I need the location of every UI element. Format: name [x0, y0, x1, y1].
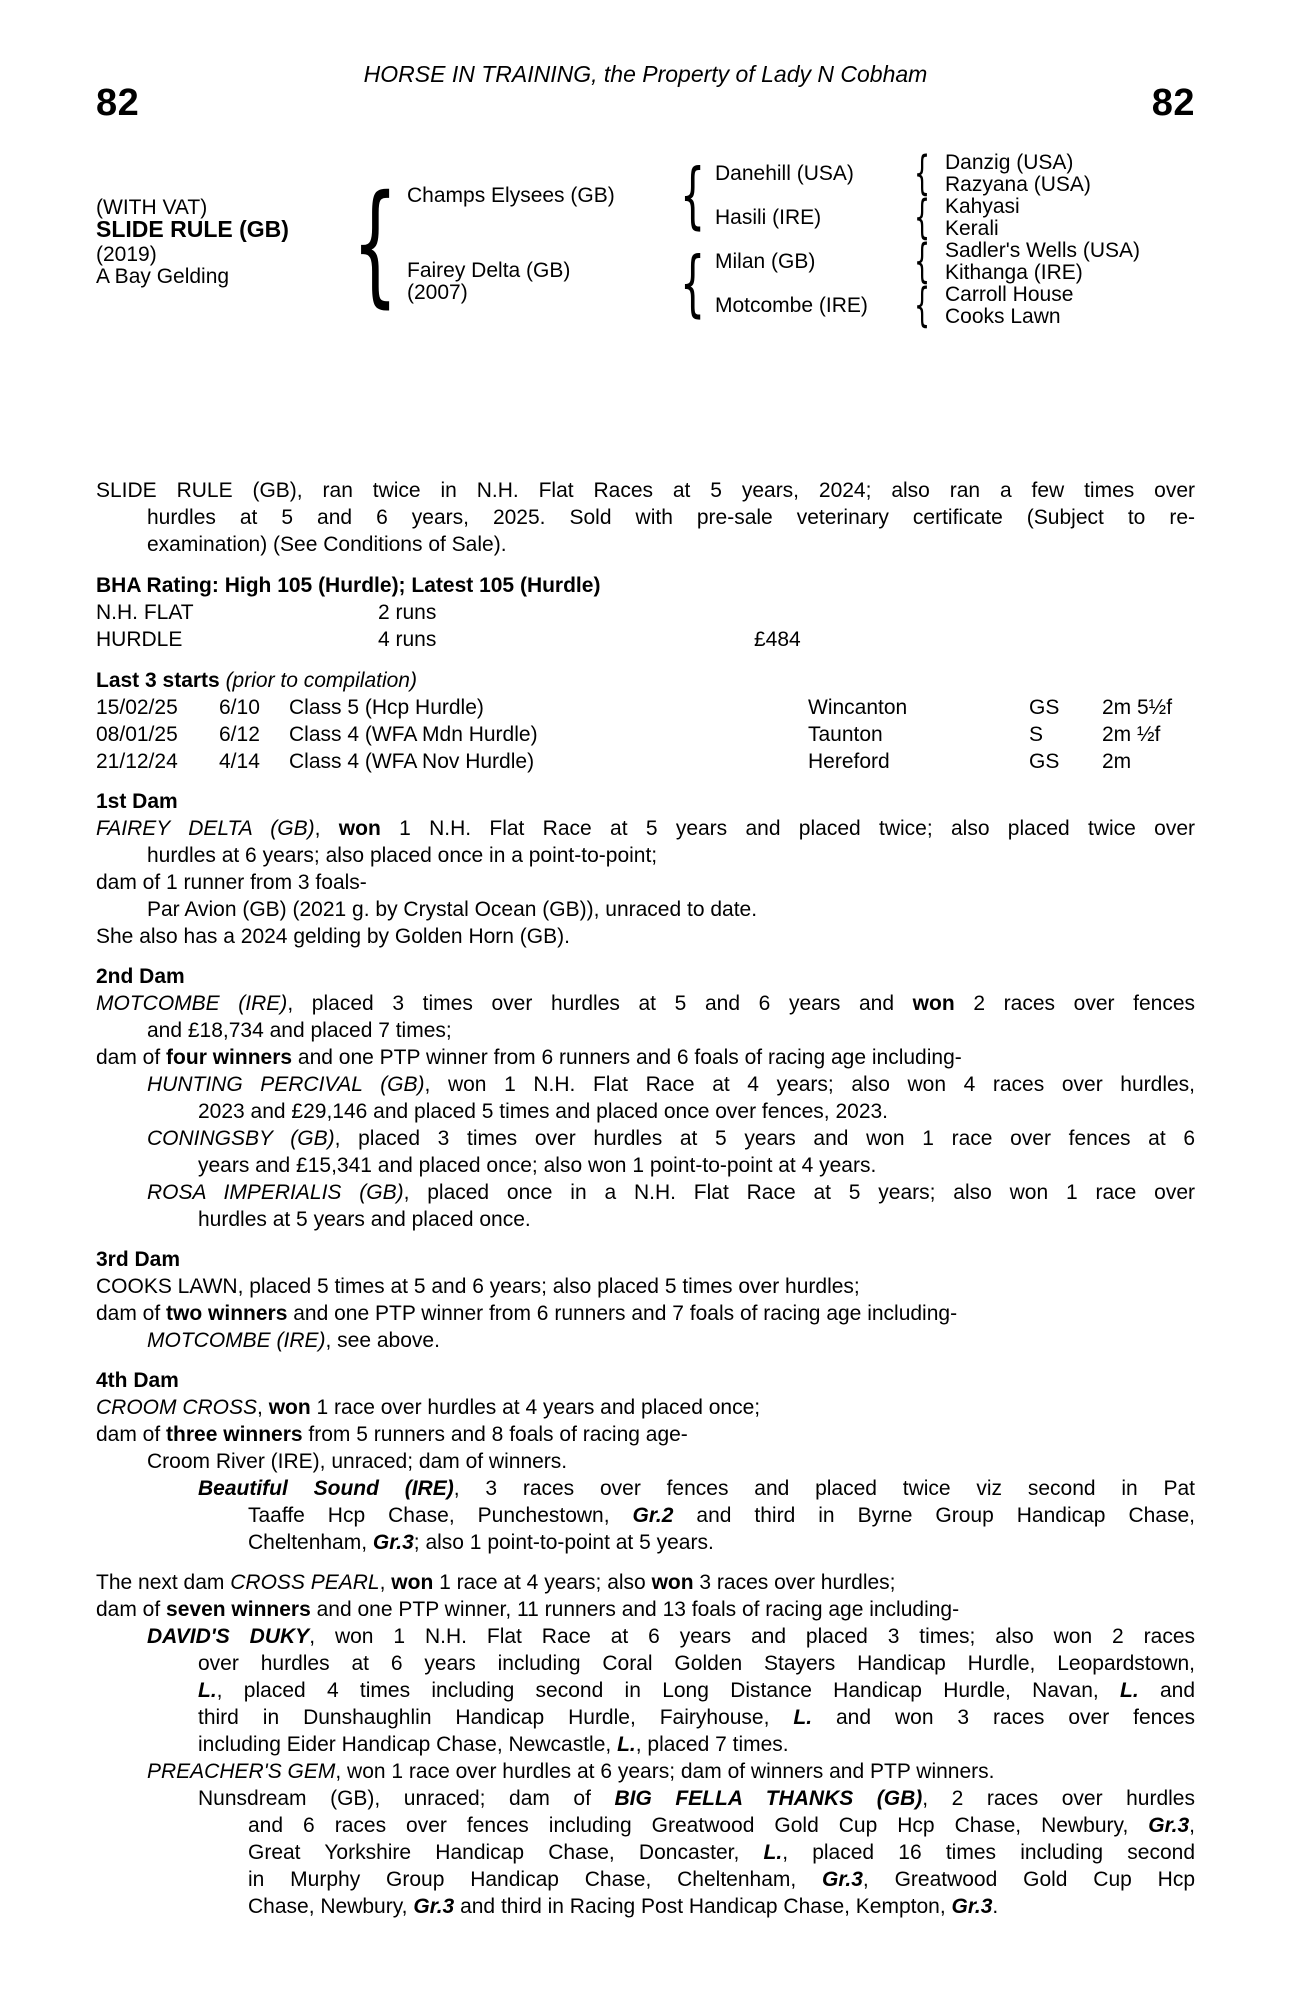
- text-segment: and one PTP winner from 6 runners and 7 foals of racing age including-: [287, 1302, 958, 1325]
- result-going: GS: [1029, 750, 1060, 773]
- grandsire-2: Milan (GB): [715, 250, 816, 273]
- dam-section: [96, 1246, 1195, 1354]
- text-segment: , placed 3 times over hurdles at 5 and 6 years and: [287, 992, 913, 1015]
- great-grandparent-3: Kahyasi: [945, 195, 1020, 218]
- paragraph: [96, 1300, 1195, 1327]
- great-grandparent-2: Razyana (USA): [945, 173, 1091, 196]
- paragraph: [96, 1071, 1195, 1125]
- result-venue: Wincanton: [808, 696, 908, 719]
- text-segment: COOKS LAWN, placed 5 times at 5 and 6 years; also placed 5 times over hurdles;: [96, 1275, 860, 1298]
- text-line: [96, 504, 1195, 531]
- text-segment: including Eider Handicap Chase, Newcastle,: [198, 1733, 618, 1756]
- text-line: [96, 896, 1195, 923]
- text-segment: won: [338, 817, 381, 840]
- text-segment: dam of 1 runner from 3 foals-: [96, 871, 367, 894]
- paragraph: [96, 1758, 1195, 1785]
- text-line: [96, 842, 1195, 869]
- text-line: [96, 815, 1195, 842]
- text-segment: dam of: [96, 1302, 167, 1325]
- text-line: [96, 1529, 1195, 1556]
- foal-year: (2019): [96, 243, 157, 266]
- text-line: [96, 1206, 1195, 1233]
- paragraph: [96, 1044, 1195, 1071]
- text-segment: examination) (See Conditions of Sale).: [147, 533, 507, 556]
- text-segment: , placed 16 times including second: [782, 1841, 1195, 1864]
- text-line: [96, 1017, 1195, 1044]
- horse-description: A Bay Gelding: [96, 265, 230, 288]
- text-line: [96, 869, 1195, 896]
- text-segment: 1 race at 4 years; also: [433, 1571, 652, 1594]
- horse-name: SLIDE RULE (GB): [96, 216, 289, 242]
- bha-runs: 4 runs: [378, 628, 437, 651]
- dam-name: Fairey Delta (GB): [407, 259, 571, 282]
- bha-row: [96, 626, 1195, 653]
- bha-category: N.H. FLAT: [96, 601, 194, 624]
- paragraph: [96, 869, 1195, 896]
- text-line: [96, 1623, 1195, 1650]
- race-result-row: [96, 721, 1195, 748]
- paragraph: [96, 896, 1195, 923]
- bha-earnings: £484: [754, 628, 801, 651]
- text-segment: over hurdles at 6 years including Coral Golden Stayers Handicap Hurdle, Leopardstown,: [198, 1652, 1195, 1675]
- text-segment: ; also 1 point-to-point at 5 years.: [413, 1531, 714, 1554]
- text-line: [96, 1731, 1195, 1758]
- great-grandparent-6: Kithanga (IRE): [945, 261, 1083, 284]
- text-line: [96, 1569, 1195, 1596]
- text-segment: in Murphy Group Handicap Chase, Cheltenham,: [248, 1868, 823, 1891]
- text-segment: ,: [257, 1396, 269, 1419]
- text-segment: , Greatwood Gold Cup Hcp: [862, 1868, 1195, 1891]
- text-segment: , won 1 N.H. Flat Race at 4 years; also won 4 races over hurdles,: [424, 1073, 1195, 1096]
- text-line: [96, 1421, 1195, 1448]
- text-segment: 1 race over hurdles at 4 years and placed once;: [310, 1396, 761, 1419]
- text-segment: hurdles at 5 years and placed once.: [198, 1208, 531, 1231]
- result-date: 08/01/25: [96, 723, 178, 746]
- text-segment: won: [391, 1571, 434, 1594]
- text-line: [96, 1812, 1195, 1839]
- text-line: [96, 1596, 1195, 1623]
- text-segment: The next dam: [96, 1571, 231, 1594]
- text-segment: , 3 races over fences and placed twice viz second in Pat: [453, 1477, 1195, 1500]
- great-grandparent-4: Kerali: [945, 217, 999, 240]
- text-segment: and one PTP winner from 6 runners and 6 foals of racing age including-: [292, 1046, 962, 1069]
- text-segment: .: [992, 1895, 999, 1918]
- lot-number-left: 82: [96, 82, 140, 124]
- text-segment: SLIDE RULE (GB), ran twice in N.H. Flat Races at 5 years, 2024; also ran a few times over: [96, 479, 1195, 502]
- text-line: [96, 923, 1195, 950]
- bha-rating-heading: BHA Rating: High 105 (Hurdle); Latest 105 (Hurdle): [96, 574, 601, 597]
- last-starts-subtitle: (prior to compilation): [219, 669, 417, 692]
- bha-runs: 2 runs: [378, 601, 437, 624]
- text-line: [96, 1677, 1195, 1704]
- pedigree-brace-g4-2: {: [914, 190, 931, 244]
- text-line: [96, 1785, 1195, 1812]
- text-segment: third in Dunshaughlin Handicap Hurdle, Fairyhouse,: [198, 1706, 794, 1729]
- pedigree-brace-g4-3: {: [914, 234, 931, 288]
- text-segment: 1 N.H. Flat Race at 5 years and placed twice; also placed twice over: [380, 817, 1195, 840]
- paragraph: [96, 990, 1195, 1044]
- text-segment: ,: [379, 1571, 392, 1594]
- result-going: GS: [1029, 696, 1060, 719]
- text-segment: , won 1 race over hurdles at 6 years; dam of winners and PTP winners.: [335, 1760, 995, 1783]
- text-segment: 2 races over fences: [954, 992, 1196, 1015]
- text-segment: Gr.3: [1148, 1814, 1190, 1837]
- text-segment: ,: [314, 817, 339, 840]
- text-segment: , 2 races over hurdles: [922, 1787, 1195, 1810]
- result-date: 21/12/24: [96, 750, 178, 773]
- text-segment: CONINGSBY (GB): [147, 1127, 335, 1150]
- paragraph: [96, 1785, 1195, 1920]
- page-title: HORSE IN TRAINING, the Property of Lady N Cobham: [363, 61, 928, 87]
- text-segment: four winners: [166, 1046, 293, 1069]
- text-segment: Croom River (IRE), unraced; dam of winners.: [147, 1450, 568, 1473]
- text-segment: Gr.3: [372, 1531, 414, 1554]
- result-venue: Taunton: [808, 723, 883, 746]
- text-segment: , placed 4 times including second in Long Distance Handicap Hurdle, Navan,: [216, 1679, 1120, 1702]
- dam-section: [96, 1569, 1195, 1920]
- result-going: S: [1029, 723, 1044, 746]
- granddam-1: Hasili (IRE): [715, 206, 822, 229]
- text-segment: , see above.: [325, 1329, 440, 1352]
- text-line: [96, 531, 1195, 558]
- pedigree-chart: [0, 140, 1315, 350]
- section-heading: 4th Dam: [96, 1369, 179, 1392]
- granddam-2: Motcombe (IRE): [715, 294, 868, 317]
- dam-sections: [96, 788, 1195, 1920]
- paragraph: [96, 1475, 1195, 1556]
- text-line: [96, 1152, 1195, 1179]
- lot-number-right: 82: [1151, 82, 1195, 124]
- text-segment: MOTCOMBE (IRE): [96, 992, 288, 1015]
- great-grandparent-5: Sadler's Wells (USA): [945, 239, 1140, 262]
- bha-earnings: [754, 599, 1195, 626]
- text-segment: and one PTP winner, 11 runners and 13 foals of racing age including-: [310, 1598, 960, 1621]
- text-line: [96, 1273, 1195, 1300]
- text-segment: MOTCOMBE (IRE): [147, 1329, 326, 1352]
- text-line: [96, 1327, 1195, 1354]
- dam-section: [96, 1367, 1195, 1556]
- result-venue: Hereford: [808, 750, 890, 773]
- text-line: [96, 1125, 1195, 1152]
- text-line: [96, 1098, 1195, 1125]
- text-segment: Beautiful Sound (IRE): [198, 1477, 454, 1500]
- vat-note: (WITH VAT): [96, 196, 208, 219]
- text-line: [96, 1071, 1195, 1098]
- text-line: [96, 1866, 1195, 1893]
- last-starts-block: [96, 667, 1195, 775]
- text-segment: PREACHER'S GEM: [147, 1760, 336, 1783]
- text-segment: Gr.3: [822, 1868, 863, 1891]
- text-segment: Gr.3: [413, 1895, 455, 1918]
- pedigree-brace-dam: {: [680, 241, 706, 325]
- text-segment: and 6 races over fences including Greatwood Gold Cup Hcp Chase, Newbury,: [248, 1814, 1149, 1837]
- text-line: [96, 1448, 1195, 1475]
- paragraph: [96, 923, 1195, 950]
- paragraph: [96, 1421, 1195, 1448]
- text-segment: , placed 7 times.: [635, 1733, 789, 1756]
- text-segment: and won 3 races over fences: [812, 1706, 1195, 1729]
- text-segment: L.: [1120, 1679, 1139, 1702]
- text-segment: CROSS PEARL: [230, 1571, 380, 1594]
- paragraph: [96, 1596, 1195, 1623]
- text-segment: 3 races over hurdles;: [693, 1571, 896, 1594]
- bha-row: [96, 599, 1195, 626]
- intro-paragraph: [96, 477, 1195, 558]
- dam-section: [96, 963, 1195, 1233]
- pedigree-brace-g4-1: {: [914, 146, 931, 200]
- text-segment: won: [912, 992, 955, 1015]
- text-segment: , placed 3 times over hurdles at 5 years and won 1 race over fences at 6: [334, 1127, 1196, 1150]
- paragraph: [96, 1394, 1195, 1421]
- dam-section: [96, 788, 1195, 950]
- text-segment: ,: [1189, 1814, 1195, 1837]
- last-starts-rows: [96, 694, 1195, 775]
- result-pos: 4/14: [219, 750, 260, 773]
- text-segment: hurdles at 5 and 6 years, 2025. Sold with pre-sale veterinary certificate (Subject to re-: [147, 506, 1195, 529]
- text-line: [96, 1179, 1195, 1206]
- result-pos: 6/10: [219, 696, 260, 719]
- paragraph: [96, 477, 1195, 558]
- section-heading: 1st Dam: [96, 790, 178, 813]
- race-result-row: [96, 748, 1195, 775]
- text-segment: Cheltenham,: [248, 1531, 373, 1554]
- text-segment: hurdles at 6 years; also placed once in a point-to-point;: [147, 844, 658, 867]
- sire-name: Champs Elysees (GB): [407, 184, 615, 207]
- text-line: [96, 1044, 1195, 1071]
- text-line: [96, 1502, 1195, 1529]
- text-line: [96, 1758, 1195, 1785]
- text-line: [96, 1650, 1195, 1677]
- text-line: [96, 1704, 1195, 1731]
- text-segment: won: [651, 1571, 694, 1594]
- paragraph: [96, 815, 1195, 869]
- text-segment: Nunsdream (GB), unraced; dam of: [198, 1787, 615, 1810]
- text-segment: Gr.3: [951, 1895, 993, 1918]
- section-heading: 2nd Dam: [96, 965, 185, 988]
- text-segment: DAVID'S DUKY: [147, 1625, 310, 1648]
- paragraph: [96, 1179, 1195, 1233]
- paragraph: [96, 1623, 1195, 1758]
- text-segment: FAIREY DELTA (GB): [96, 817, 315, 840]
- text-segment: won: [268, 1396, 311, 1419]
- text-segment: L.: [763, 1841, 783, 1864]
- text-segment: , placed once in a N.H. Flat Race at 5 years; also won 1 race over: [403, 1181, 1195, 1204]
- text-segment: L.: [617, 1733, 636, 1756]
- paragraph: [96, 1273, 1195, 1300]
- text-segment: ROSA IMPERIALIS (GB): [147, 1181, 404, 1204]
- grandsire-1: Danehill (USA): [715, 162, 854, 185]
- text-segment: Par Avion (GB) (2021 g. by Crystal Ocean (GB)), unraced to date.: [147, 898, 758, 921]
- text-line: [96, 990, 1195, 1017]
- text-segment: and £18,734 and placed 7 times;: [147, 1019, 452, 1042]
- bha-rating-block: [96, 572, 1195, 653]
- text-segment: Taaffe Hcp Chase, Punchestown,: [248, 1504, 633, 1527]
- text-segment: L.: [793, 1706, 813, 1729]
- great-grandparent-8: Cooks Lawn: [945, 305, 1061, 328]
- text-line: [96, 477, 1195, 504]
- text-segment: She also has a 2024 gelding by Golden Horn (GB).: [96, 925, 570, 948]
- last-starts-title: Last 3 starts: [96, 669, 220, 692]
- text-segment: CROOM CROSS: [96, 1396, 258, 1419]
- result-race: Class 4 (WFA Nov Hurdle): [289, 750, 535, 773]
- great-grandparent-1: Danzig (USA): [945, 151, 1074, 174]
- paragraph: [96, 1569, 1195, 1596]
- result-distance: 2m ½f: [1102, 723, 1161, 746]
- paragraph: [96, 1327, 1195, 1354]
- text-segment: L.: [198, 1679, 217, 1702]
- text-segment: dam of: [96, 1598, 167, 1621]
- text-segment: BIG FELLA THANKS (GB): [614, 1787, 923, 1810]
- bha-rows: [96, 599, 1195, 653]
- text-segment: years and £15,341 and placed once; also won 1 point-to-point at 4 years.: [198, 1154, 877, 1177]
- race-result-row: [96, 694, 1195, 721]
- section-heading: 3rd Dam: [96, 1248, 181, 1271]
- text-line: [96, 1475, 1195, 1502]
- text-segment: HUNTING PERCIVAL (GB): [147, 1073, 425, 1096]
- text-segment: Gr.2: [632, 1504, 674, 1527]
- last-starts-heading: [96, 667, 1195, 694]
- result-date: 15/02/25: [96, 696, 178, 719]
- text-line: [96, 1300, 1195, 1327]
- paragraph: [96, 1125, 1195, 1179]
- text-segment: dam of: [96, 1046, 167, 1069]
- text-segment: Great Yorkshire Handicap Chase, Doncaster,: [248, 1841, 764, 1864]
- text-segment: and third in Byrne Group Handicap Chase,: [673, 1504, 1195, 1527]
- catalogue-body: [96, 477, 1195, 1920]
- result-race: Class 4 (WFA Mdn Hurdle): [289, 723, 538, 746]
- text-line: [96, 1394, 1195, 1421]
- pedigree-brace-gen2: {: [352, 167, 399, 321]
- text-line: [96, 1893, 1195, 1920]
- text-segment: and third in Racing Post Handicap Chase, Kempton,: [454, 1895, 952, 1918]
- text-line: [96, 1839, 1195, 1866]
- paragraph: [96, 1448, 1195, 1475]
- text-segment: , won 1 N.H. Flat Race at 6 years and placed 3 times; also won 2 races: [309, 1625, 1195, 1648]
- text-segment: dam of: [96, 1423, 167, 1446]
- result-distance: 2m: [1102, 750, 1132, 773]
- text-segment: three winners: [166, 1423, 303, 1446]
- text-segment: and: [1138, 1679, 1195, 1702]
- result-pos: 6/12: [219, 723, 260, 746]
- text-segment: Chase, Newbury,: [248, 1895, 414, 1918]
- pedigree-brace-g4-4: {: [914, 278, 931, 332]
- text-segment: from 5 runners and 8 foals of racing age-: [302, 1423, 688, 1446]
- great-grandparent-7: Carroll House: [945, 283, 1074, 306]
- text-segment: seven winners: [166, 1598, 311, 1621]
- pedigree-brace-sire: {: [680, 153, 706, 237]
- result-distance: 2m 5½f: [1102, 696, 1173, 719]
- text-segment: 2023 and £29,146 and placed 5 times and placed once over fences, 2023.: [198, 1100, 889, 1123]
- dam-year: (2007): [407, 281, 468, 304]
- bha-category: HURDLE: [96, 628, 183, 651]
- result-race: Class 5 (Hcp Hurdle): [289, 696, 484, 719]
- text-segment: two winners: [166, 1302, 288, 1325]
